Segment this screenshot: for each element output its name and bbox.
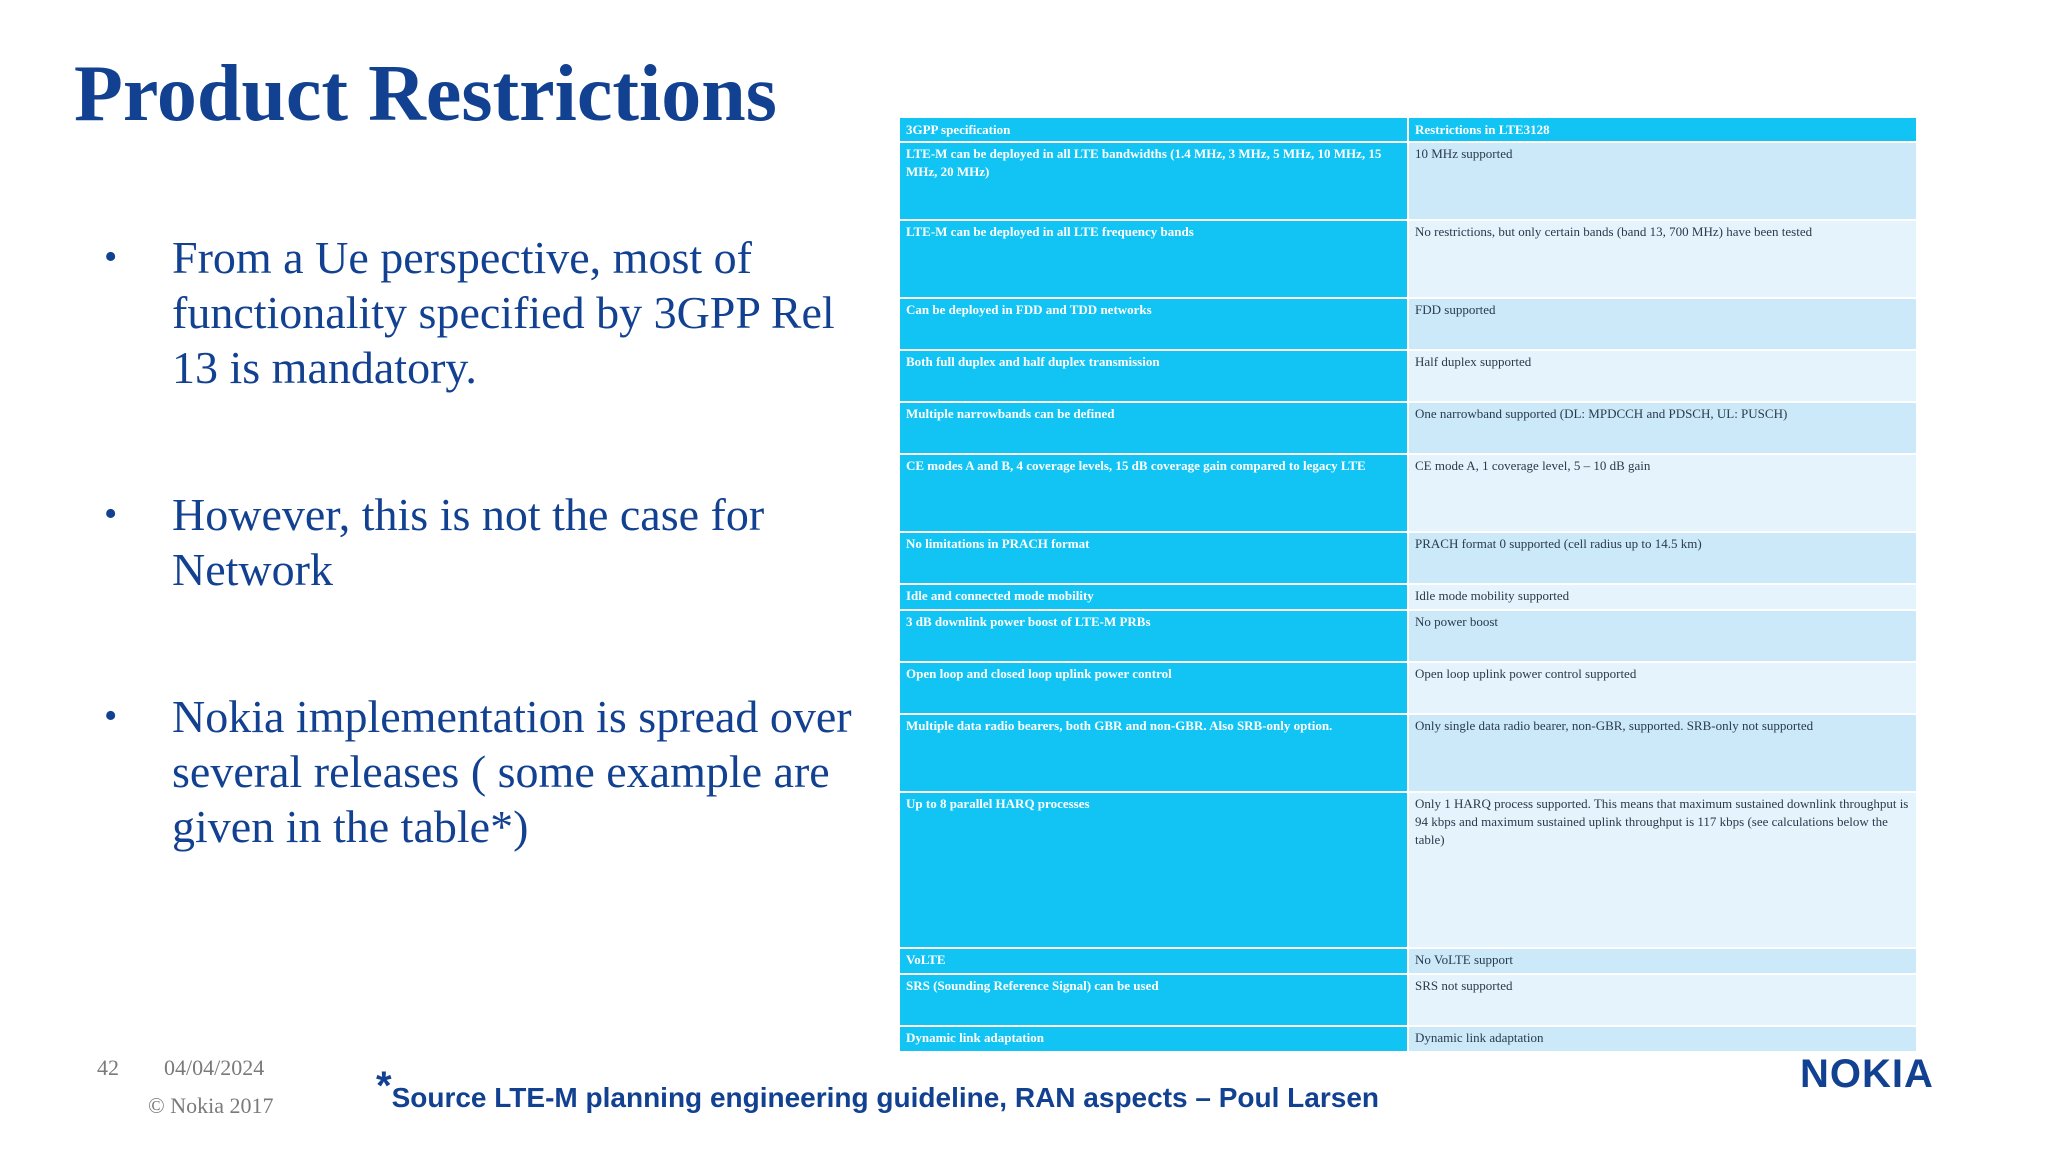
bullet-item bbox=[100, 487, 870, 597]
bullet-item bbox=[100, 230, 870, 395]
footnote-star: * bbox=[376, 1064, 392, 1108]
restriction-cell: 10 MHz supported bbox=[1409, 143, 1916, 219]
table-row bbox=[900, 221, 1916, 297]
spec-cell: Multiple narrowbands can be defined bbox=[900, 403, 1407, 453]
table-row bbox=[900, 585, 1916, 609]
table-row bbox=[900, 715, 1916, 791]
table-row bbox=[900, 663, 1916, 713]
bullet-item bbox=[100, 689, 870, 854]
spec-cell: LTE-M can be deployed in all LTE bandwidths (1.4 MHz, 3 MHz, 5 MHz, 10 MHz, 15 MHz, 20 MHz) bbox=[900, 143, 1407, 219]
nokia-logo: NOKIA bbox=[1800, 1052, 1934, 1096]
table-row bbox=[900, 975, 1916, 1025]
spec-cell: SRS (Sounding Reference Signal) can be used bbox=[900, 975, 1407, 1025]
table-row bbox=[900, 949, 1916, 973]
source-text: Source LTE-M planning engineering guideline, RAN aspects – Poul Larsen bbox=[391, 1082, 1379, 1113]
spec-cell: Idle and connected mode mobility bbox=[900, 585, 1407, 609]
spec-cell: Can be deployed in FDD and TDD networks bbox=[900, 299, 1407, 349]
restriction-cell: No power boost bbox=[1409, 611, 1916, 661]
header-restrictions: Restrictions in LTE3128 bbox=[1409, 118, 1916, 141]
restriction-cell: No restrictions, but only certain bands (band 13, 700 MHz) have been tested bbox=[1409, 221, 1916, 297]
page-number: 42 bbox=[97, 1055, 119, 1080]
spec-cell: 3 dB downlink power boost of LTE-M PRBs bbox=[900, 611, 1407, 661]
table-row bbox=[900, 403, 1916, 453]
bullet-text: Nokia implementation is spread over several releases ( some example are given in the table*) bbox=[172, 691, 852, 852]
table-row bbox=[900, 611, 1916, 661]
spec-cell: Multiple data radio bearers, both GBR and non-GBR. Also SRB-only option. bbox=[900, 715, 1407, 791]
restriction-cell: PRACH format 0 supported (cell radius up to 14.5 km) bbox=[1409, 533, 1916, 583]
bullet-text: However, this is not the case for Network bbox=[172, 489, 765, 595]
restriction-cell: Only 1 HARQ process supported. This means that maximum sustained downlink throughput is 94 kbps and maximum sustained uplink throughput is 117 kbps (see calculations below the table) bbox=[1409, 793, 1916, 947]
bullet-icon: • bbox=[104, 236, 118, 278]
restriction-cell: Open loop uplink power control supported bbox=[1409, 663, 1916, 713]
restriction-cell: CE mode A, 1 coverage level, 5 – 10 dB gain bbox=[1409, 455, 1916, 531]
bullet-icon: • bbox=[104, 493, 118, 535]
bullet-text: From a Ue perspective, most of functionality specified by 3GPP Rel 13 is mandatory. bbox=[172, 232, 835, 393]
header-3gpp-specification: 3GPP specification bbox=[900, 118, 1407, 141]
spec-cell: No limitations in PRACH format bbox=[900, 533, 1407, 583]
restriction-cell: SRS not supported bbox=[1409, 975, 1916, 1025]
restriction-cell: FDD supported bbox=[1409, 299, 1916, 349]
restriction-cell: No VoLTE support bbox=[1409, 949, 1916, 973]
slide-title: Product Restrictions bbox=[74, 50, 777, 138]
restrictions-table bbox=[898, 116, 1918, 1053]
spec-cell: Dynamic link adaptation bbox=[900, 1027, 1407, 1051]
spec-cell: LTE-M can be deployed in all LTE frequency bands bbox=[900, 221, 1407, 297]
restriction-cell: One narrowband supported (DL: MPDCCH and PDSCH, UL: PUSCH) bbox=[1409, 403, 1916, 453]
table-header-row bbox=[900, 118, 1916, 141]
table-row bbox=[900, 351, 1916, 401]
bullet-icon: • bbox=[104, 695, 118, 737]
table-row bbox=[900, 143, 1916, 219]
table-row bbox=[900, 793, 1916, 947]
restriction-cell: Idle mode mobility supported bbox=[1409, 585, 1916, 609]
spec-cell: Up to 8 parallel HARQ processes bbox=[900, 793, 1407, 947]
slide-date: 04/04/2024 bbox=[164, 1055, 265, 1080]
spec-cell: Both full duplex and half duplex transmission bbox=[900, 351, 1407, 401]
spec-cell: VoLTE bbox=[900, 949, 1407, 973]
table-row bbox=[900, 1027, 1916, 1051]
table-row bbox=[900, 533, 1916, 583]
spec-cell: Open loop and closed loop uplink power control bbox=[900, 663, 1407, 713]
copyright: © Nokia 2017 bbox=[148, 1093, 274, 1118]
bullet-list bbox=[100, 230, 870, 854]
restriction-cell: Half duplex supported bbox=[1409, 351, 1916, 401]
restriction-cell: Only single data radio bearer, non-GBR, supported. SRB-only not supported bbox=[1409, 715, 1916, 791]
source-note bbox=[376, 1064, 1379, 1117]
restriction-cell: Dynamic link adaptation bbox=[1409, 1027, 1916, 1051]
spec-cell: CE modes A and B, 4 coverage levels, 15 dB coverage gain compared to legacy LTE bbox=[900, 455, 1407, 531]
table-row bbox=[900, 455, 1916, 531]
table-row bbox=[900, 299, 1916, 349]
